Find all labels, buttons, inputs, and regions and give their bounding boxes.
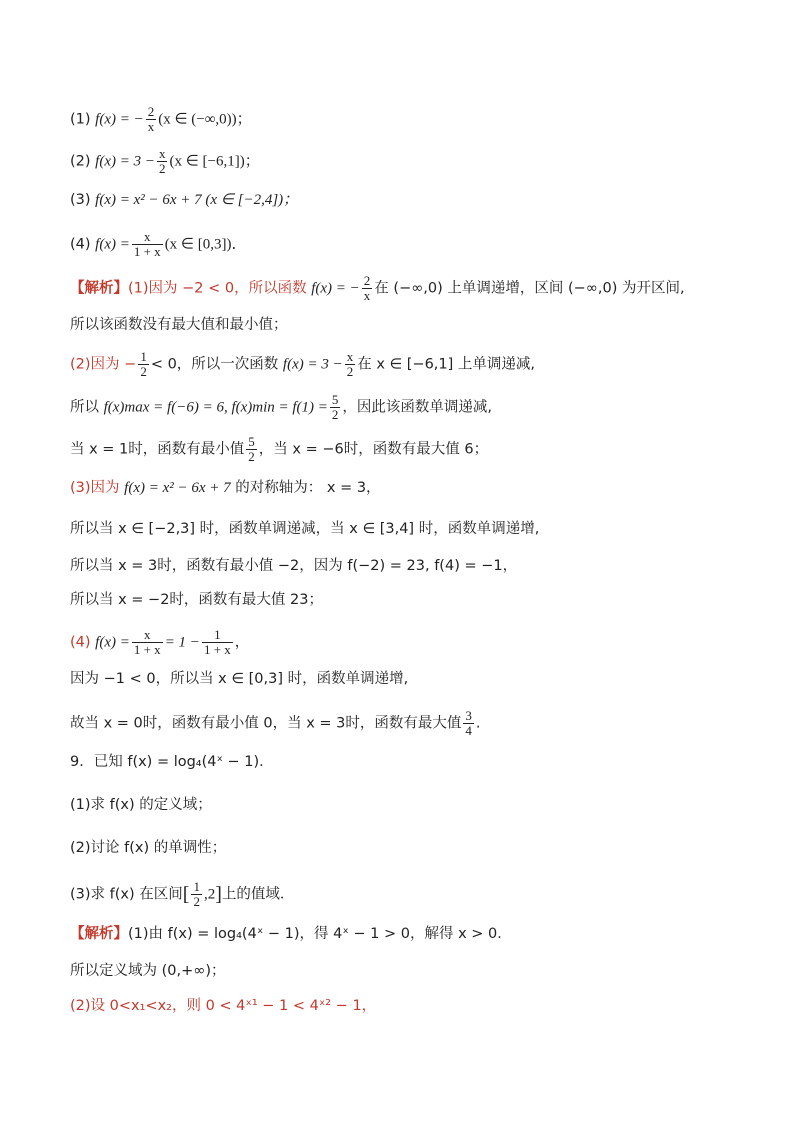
denominator: x [147, 119, 155, 134]
text: 在 (−∞,0) 上单调递增，区间 (−∞,0) 为开区间, [374, 280, 685, 297]
solution-9-line-3 [70, 996, 376, 1016]
text: (1)求 f(x) 的定义域； [70, 797, 212, 813]
text: . [475, 715, 481, 732]
denominator: 2 [346, 364, 354, 379]
item-number: (4) [70, 236, 91, 253]
numerator: 5 [331, 392, 339, 407]
interval-end: ,2 [203, 886, 216, 903]
numerator: x [144, 229, 151, 244]
question-9-part-2 [70, 838, 226, 858]
denominator: 2 [140, 364, 147, 379]
text: (2)设 0<x₁<x₂，则 0 < 4ˣ¹ − 1 < 4ˣ² − 1， [70, 998, 377, 1014]
denominator: 1 + x [133, 244, 161, 259]
denominator: 2 [248, 449, 255, 464]
numerator: 3 [465, 708, 472, 723]
domain-text: (x ∈ [0,3])． [164, 236, 247, 253]
analysis-tag: 【解析】 [70, 926, 128, 942]
numerator: x [158, 146, 166, 161]
solution-3-line-3 [70, 556, 517, 576]
text: ，当 x = −6时，函数有最大值 6； [258, 441, 489, 458]
item-number: (2) [70, 153, 91, 170]
text: (1)由 f(x) = log₄(4ˣ − 1)，得 4ˣ − 1 > 0，解得 x > 0． [128, 926, 512, 942]
text: (2)讨论 f(x) 的单调性； [70, 840, 227, 856]
numerator: 2 [147, 104, 155, 119]
text: 在 x ∈ [−6,1] 上单调递减, [357, 356, 535, 373]
fraction [463, 709, 474, 738]
text: (3)因为 [70, 480, 120, 496]
text: (4) [70, 634, 91, 651]
text: 所以 [70, 399, 99, 416]
denominator: 4 [465, 723, 472, 738]
item-4 [70, 230, 247, 259]
numerator: 5 [248, 434, 255, 449]
formula: f(x)max = f(−6) = 6, f(x)min = f(1) = [103, 399, 328, 416]
fraction [246, 435, 257, 464]
solution-3-line-4 [70, 590, 323, 610]
formula: = 1 − [164, 634, 200, 651]
solution-3-line-2 [70, 519, 539, 539]
domain-text: (x ∈ (−∞,0))； [158, 111, 252, 128]
denominator: 1 + x [203, 642, 231, 657]
solution-9-line-2 [70, 961, 226, 981]
denominator: x [363, 288, 371, 303]
item-1 [70, 105, 252, 134]
numerator: 1 [214, 627, 221, 642]
numerator: 1 [193, 879, 200, 894]
fraction [132, 628, 163, 657]
fraction [138, 350, 149, 379]
text: (2)因为 − [70, 356, 137, 373]
text: 当 x = 1时，函数有最小值 [70, 441, 245, 458]
denominator: 2 [193, 894, 200, 909]
solution-2-line-2 [70, 393, 492, 422]
fraction [330, 393, 341, 422]
formula: f(x) = 3 − [282, 356, 343, 373]
solution-1-line-1 [70, 274, 685, 303]
numerator: 2 [363, 273, 371, 288]
fraction [202, 628, 233, 657]
numerator: x [346, 349, 354, 364]
text: (3)求 f(x) 在区间 [70, 886, 183, 903]
text: 所以当 x = −2时，函数有最大值 23； [70, 592, 323, 608]
text: 9．已知 f(x) = log₄(4ˣ − 1)． [70, 754, 274, 770]
formula: f(x) = [95, 634, 130, 651]
text: 所以定义域为 (0,+∞)； [70, 963, 226, 979]
formula: f(x) = − [95, 111, 144, 128]
item-number: (3) [70, 192, 91, 208]
text: 上的值域． [221, 886, 295, 903]
question-9-part-1 [70, 795, 212, 815]
solution-2-line-3 [70, 435, 488, 464]
denominator: 2 [331, 407, 339, 422]
text: (1)因为 −2 < 0，所以函数 [128, 280, 307, 297]
question-9-part-3 [70, 880, 294, 909]
solution-9-line-1 [70, 924, 512, 944]
numerator: x [144, 627, 151, 642]
denominator: 1 + x [133, 642, 161, 657]
solution-2-line-1 [70, 350, 535, 379]
analysis-tag: 【解析】 [70, 280, 128, 297]
fraction [362, 274, 373, 303]
fraction [191, 880, 202, 909]
right-bracket: ] [215, 883, 222, 906]
left-bracket: [ [182, 883, 190, 906]
text: ， [234, 634, 250, 651]
fraction [132, 230, 163, 259]
text: 所以当 x = 3时，函数有最小值 −2，因为 f(−2) = 23, f(4) = −1， [70, 558, 518, 574]
text: 所以该函数没有最大值和最小值； [70, 317, 288, 333]
solution-4-line-2 [70, 669, 408, 689]
question-9-title [70, 752, 274, 772]
text: ，因此该函数单调递减, [342, 399, 493, 416]
domain-text: (x ∈ [−6,1])； [169, 153, 260, 170]
solution-1-line-2 [70, 315, 288, 335]
fraction [345, 350, 356, 379]
item-number: (1) [70, 111, 91, 128]
solution-4-line-3 [70, 709, 481, 738]
text: 故当 x = 0时，函数有最小值 0，当 x = 3时，函数有最大值 [70, 715, 462, 732]
text: 的对称轴为： x = 3， [235, 480, 381, 496]
item-2 [70, 147, 260, 176]
formula: f(x) = x² − 6x + 7 (x ∈ [−2,4])； [95, 192, 299, 208]
text: < 0，所以一次函数 [150, 356, 279, 373]
text: 所以当 x ∈ [−2,3] 时，函数单调递减，当 x ∈ [3,4] 时，函数单调递增, [70, 521, 540, 537]
fraction [157, 147, 168, 176]
formula: f(x) = x² − 6x + 7 [124, 480, 231, 496]
formula: f(x) = 3 − [95, 153, 155, 170]
formula: f(x) = [95, 236, 130, 253]
solution-4-line-1 [70, 628, 249, 657]
item-3 [70, 190, 298, 210]
text: 因为 −1 < 0，所以当 x ∈ [0,3] 时，函数单调递增, [70, 671, 409, 687]
numerator: 1 [140, 349, 147, 364]
fraction [146, 105, 157, 134]
denominator: 2 [158, 161, 166, 176]
formula: f(x) = − [311, 280, 360, 297]
solution-3-line-1 [70, 478, 381, 498]
